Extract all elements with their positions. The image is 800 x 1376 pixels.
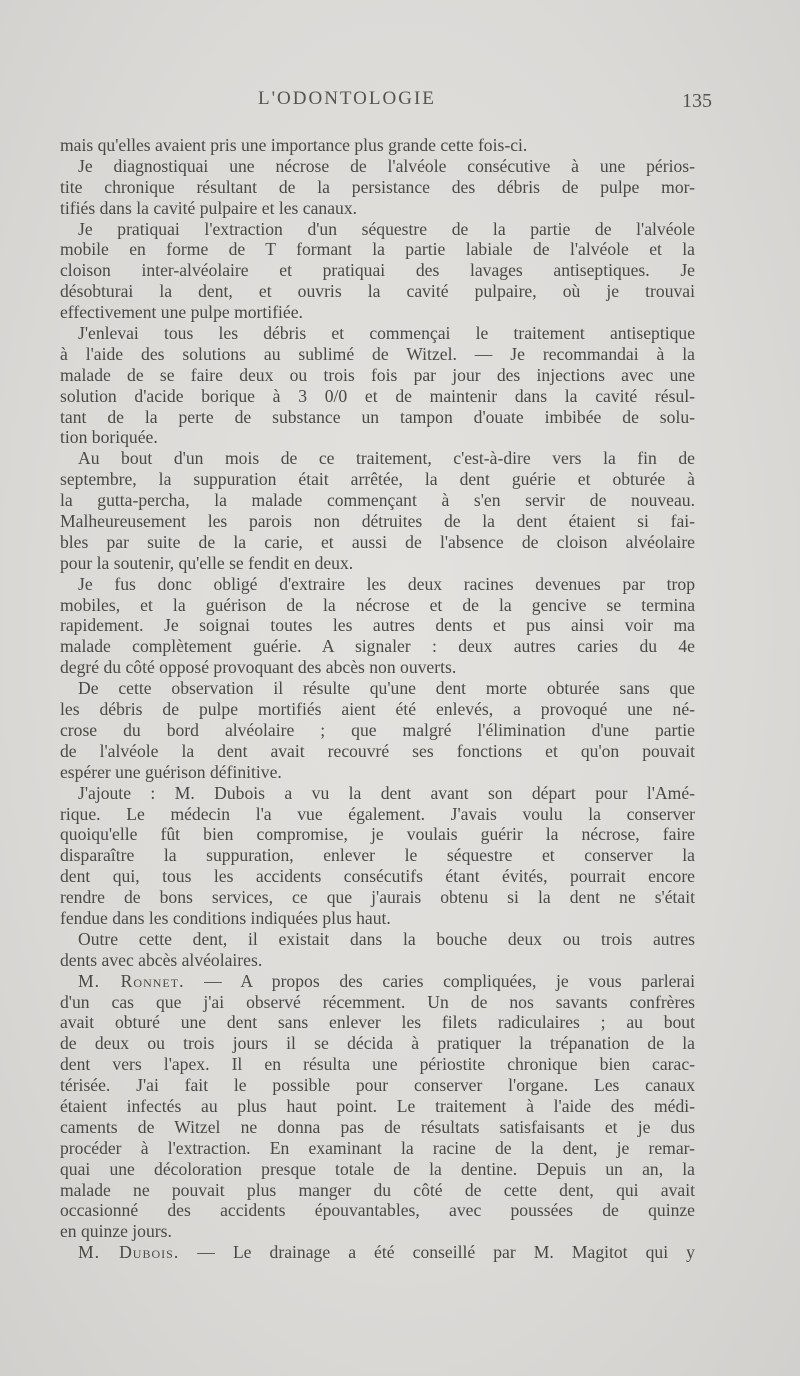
- line-text: espérer une guérison définitive.: [60, 761, 282, 782]
- line-text: avait obturé une dent sans enlever les filets radiculaires ; au bout: [60, 1012, 695, 1033]
- text-line: [60, 1117, 695, 1138]
- line-text: malade ne pouvait plus manger du côté de cette dent, qui avait: [60, 1179, 695, 1200]
- line-text: effectivement une pulpe mortifiée.: [60, 302, 303, 323]
- line-text: désobturai la dent, et ouvris la cavité pulpaire, où je trouvai: [60, 281, 695, 302]
- line-text: tifiés dans la cavité pulpaire et les canaux.: [60, 197, 358, 218]
- line-text: étaient infectés au plus haut point. Le traitement à l'aide des médi-: [60, 1095, 695, 1116]
- text-line: [60, 762, 695, 783]
- line-text: la gutta-percha, la malade commençant à s'en servir de nouveau.: [60, 490, 695, 511]
- speaker-name: M. Ronnet.: [78, 970, 185, 991]
- running-title: L'ODONTOLOGIE: [258, 88, 436, 109]
- line-text: à l'aide des solutions au sublimé de Witzel. — Je recommandai à la: [60, 343, 695, 364]
- text-line: [60, 239, 695, 260]
- text-line: [60, 407, 695, 428]
- text-line: [60, 824, 695, 845]
- line-text: malade complètement guérie. A signaler : deux autres caries du 4e: [60, 636, 695, 657]
- text-line: [60, 1096, 695, 1117]
- line-text: quoiqu'elle fût bien compromise, je voulais guérir la nécrose, faire: [60, 824, 695, 845]
- text-line: [60, 365, 695, 386]
- line-text: degré du côté opposé provoquant des abcès non ouverts.: [60, 657, 457, 678]
- line-text: térisée. J'ai fait le possible pour conserver l'organe. Les canaux: [60, 1075, 695, 1096]
- line-text: Au bout d'un mois de ce traitement, c'est-à-dire vers la fin de: [78, 448, 695, 469]
- line-text: cloison inter-alvéolaire et pratiquai des lavages antiseptiques. Je: [60, 260, 695, 281]
- speaker-name: M. Dubois.: [78, 1242, 180, 1263]
- line-text: d'un cas que j'ai observé récemment. Un de nos savants confrères: [60, 991, 695, 1012]
- line-text: dents avec abcès alvéolaires.: [60, 949, 263, 970]
- text-line: [60, 260, 695, 281]
- line-text: de l'alvéole la dent avait recouvré ses fonctions et qu'on pouvait: [60, 740, 695, 761]
- line-text: Malheureusement les parois non détruites de la dent étaient si fai-: [60, 511, 695, 532]
- line-text: solution d'acide borique à 3 0/0 et de maintenir dans la cavité résul-: [60, 385, 695, 406]
- text-line: [60, 636, 695, 657]
- text-line: [60, 615, 695, 636]
- text-line: [60, 386, 695, 407]
- text-line: [60, 678, 695, 699]
- text-line: [60, 219, 695, 240]
- text-line: [60, 177, 695, 198]
- text-line: [60, 699, 695, 720]
- line-text: procéder à l'extraction. En examinant la racine de la dent, je remar-: [60, 1137, 695, 1158]
- line-text: tant de la perte de substance un tampon d'ouate imbibée de solu-: [60, 406, 695, 427]
- line-text: pour la soutenir, qu'elle se fendit en deux.: [60, 552, 354, 573]
- line-text: tite chronique résultant de la persistance des débris de pulpe mor-: [60, 176, 695, 197]
- text-line: [60, 427, 695, 448]
- text-line: [60, 804, 695, 825]
- line-text: — Le drainage a été conseillé par M. Magitot qui y: [179, 1242, 695, 1263]
- line-text: — A propos des caries compliquées, je vous parlerai: [184, 970, 695, 991]
- text-line: [60, 1159, 695, 1180]
- text-line: [60, 532, 695, 553]
- line-text: rapidement. Je soignai toutes les autres dents et pus ainsi voir ma: [60, 615, 695, 636]
- text-line: [60, 657, 695, 678]
- line-text: mais qu'elles avaient pris une importance plus grande cette fois-ci.: [60, 135, 528, 155]
- text-line: [60, 1221, 695, 1242]
- line-text: septembre, la suppuration était arrêtée, la dent guérie et obturée à: [60, 469, 695, 490]
- text-line: [60, 929, 695, 950]
- text-line: [60, 1200, 695, 1221]
- line-text: rique. Le médecin l'a vue également. J'avais voulu la conserver: [60, 803, 695, 824]
- line-text: fendue dans les conditions indiquées plus haut.: [60, 907, 391, 928]
- text-line: [60, 448, 695, 469]
- text-line: [60, 302, 695, 323]
- line-text: occasionné des accidents épouvantables, avec poussées de quinze: [60, 1200, 695, 1221]
- text-line: [60, 490, 695, 511]
- text-line: [60, 908, 695, 929]
- text-line: [60, 1054, 695, 1075]
- text-line: [60, 1075, 695, 1096]
- text-line: [60, 720, 695, 741]
- line-text: quai une décoloration presque totale de la dentine. Depuis un an, la: [60, 1158, 695, 1179]
- page-header: [60, 88, 710, 118]
- line-text: Je fus donc obligé d'extraire les deux racines devenues par trop: [78, 573, 695, 594]
- text-line: [60, 156, 695, 177]
- text-line: [60, 1033, 695, 1054]
- text-line: [60, 866, 695, 887]
- text-line: [60, 511, 695, 532]
- line-text: tion boriquée.: [60, 427, 158, 448]
- line-text: Je diagnostiquai une nécrose de l'alvéole consécutive à une périos-: [78, 155, 695, 176]
- page-number: 135: [682, 90, 712, 112]
- text-line: [60, 469, 695, 490]
- text-line: [60, 574, 695, 595]
- line-text: dent qui, tous les accidents consécutifs étant évités, pourrait encore: [60, 866, 695, 887]
- line-text: de deux ou trois jours il se décida à pratiquer la trépanation de la: [60, 1033, 695, 1054]
- body-text: [60, 135, 695, 1263]
- text-line: [60, 1012, 695, 1033]
- text-line: [60, 323, 695, 344]
- line-text: crose du bord alvéolaire ; que malgré l'élimination d'une partie: [60, 719, 695, 740]
- line-text: mobile en forme de T formant la partie labiale de l'alvéole et la: [60, 239, 695, 260]
- line-text: mobiles, et la guérison de la nécrose et de la gencive se termina: [60, 594, 695, 615]
- text-line: [60, 198, 695, 219]
- text-line: [60, 1138, 695, 1159]
- text-line: [60, 595, 695, 616]
- line-text: rendre de bons services, ce que j'aurais obtenu si la dent ne s'était: [60, 887, 695, 908]
- line-text: malade de se faire deux ou trois fois par jour des injections avec une: [60, 364, 695, 385]
- text-line: [60, 783, 695, 804]
- text-line: [60, 281, 695, 302]
- text-line: [60, 135, 695, 156]
- text-line: [60, 971, 695, 992]
- line-text: caments de Witzel ne donna pas de résultats satisfaisants et je dus: [60, 1116, 695, 1137]
- text-line: [60, 1242, 695, 1263]
- line-text: J'enlevai tous les débris et commençai le traitement antiseptique: [78, 323, 695, 344]
- text-line: [60, 1180, 695, 1201]
- line-text: De cette observation il résulte qu'une dent morte obturée sans que: [78, 678, 695, 699]
- line-text: les débris de pulpe mortifiés aient été enlevés, a provoqué une né-: [60, 699, 695, 720]
- text-line: [60, 845, 695, 866]
- line-text: Outre cette dent, il existait dans la bouche deux ou trois autres: [78, 928, 695, 949]
- text-line: [60, 344, 695, 365]
- text-line: [60, 741, 695, 762]
- text-line: [60, 950, 695, 971]
- line-text: bles par suite de la carie, et aussi de l'absence de cloison alvéolaire: [60, 531, 695, 552]
- text-line: [60, 553, 695, 574]
- text-line: [60, 992, 695, 1013]
- line-text: Je pratiquai l'extraction d'un séquestre de la partie de l'alvéole: [78, 218, 695, 239]
- line-text: dent vers l'apex. Il en résulta une périostite chronique bien carac-: [60, 1054, 695, 1075]
- line-text: disparaître la suppuration, enlever le séquestre et conserver la: [60, 845, 695, 866]
- text-line: [60, 887, 695, 908]
- line-text: en quinze jours.: [60, 1221, 172, 1242]
- line-text: J'ajoute : M. Dubois a vu la dent avant son départ pour l'Amé-: [78, 782, 695, 803]
